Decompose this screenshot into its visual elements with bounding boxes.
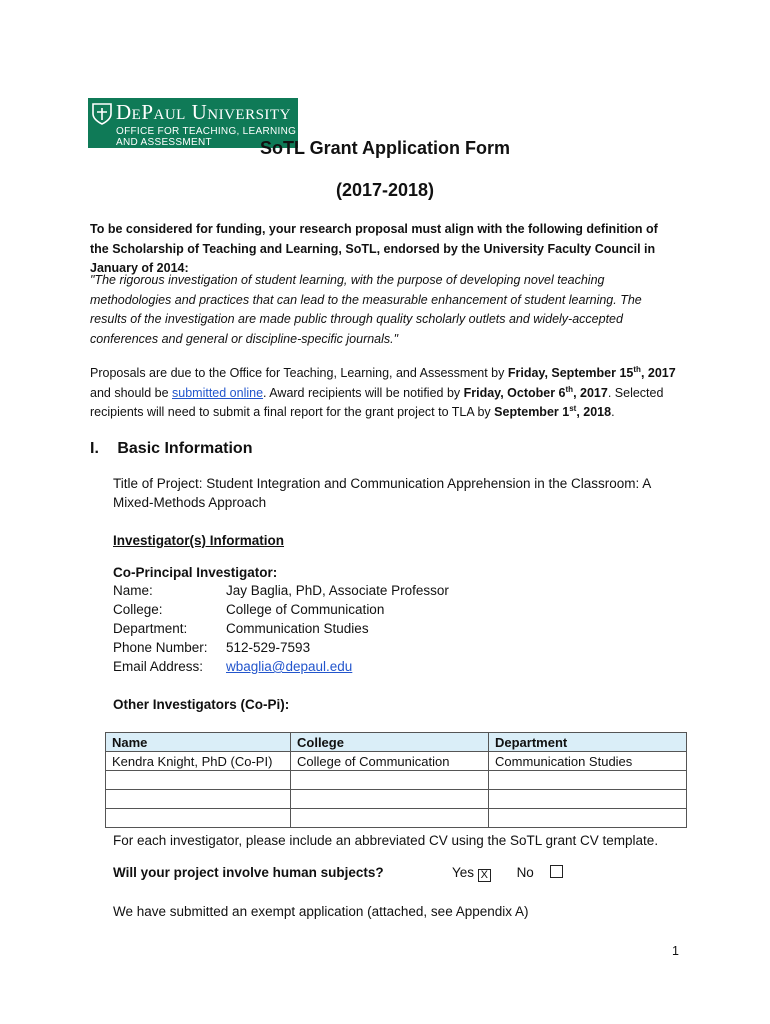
- copi-college-value: College of Communication: [226, 602, 385, 617]
- copi-phone-label: Phone Number:: [113, 640, 208, 655]
- submitted-online-link[interactable]: submitted online: [172, 385, 264, 400]
- sotl-definition-quote: "The rigorous investigation of student learning, with the purpose of developing novel teaching methodologies and practices that can lead to the measurable enhancement of student learning. The results of the investigation are made public through quality scholarly outlets and widely-accepted conferences and general or discipline-specific journals.": [90, 273, 642, 346]
- table-cell: Communication Studies: [489, 752, 687, 771]
- investigators-heading: Investigator(s) Information: [113, 533, 285, 548]
- table-row: [106, 771, 687, 790]
- page-number: 1: [672, 944, 679, 958]
- copi-email-link[interactable]: wbaglia@depaul.edu: [226, 659, 353, 674]
- table-cell: [106, 809, 291, 828]
- table-cell: [291, 809, 489, 828]
- copi-heading: Co-Principal Investigator:: [113, 565, 278, 580]
- deadline-paragraph: Proposals are due to the Office for Teaching, Learning, and Assessment by Friday, September 15th, 2017 and should be submitted online. Award recipients will be notified by Friday, October 6th, 2017. Selected recipients will need to submit a final report for the grant project to TLA by September 1st, 2018.: [90, 364, 676, 419]
- table-header-department: Department: [489, 733, 687, 752]
- table-cell: [106, 790, 291, 809]
- yes-checkbox[interactable]: X: [478, 869, 491, 882]
- table-row: [106, 809, 687, 828]
- project-title: Title of Project: Student Integration and Communication Apprehension in the Classroom: A Mixed-Methods Approach: [113, 476, 651, 510]
- intro-text: To be considered for funding, your research proposal must align with the following definition of the Scholarship of Teaching and Learning, SoTL, endorsed by the University Faculty Council in January of 2014:: [90, 222, 658, 275]
- table-header-name: Name: [106, 733, 291, 752]
- table-cell: [106, 771, 291, 790]
- table-row: [106, 752, 687, 771]
- copi-name-value: Jay Baglia, PhD, Associate Professor: [226, 583, 449, 598]
- human-subjects-options: Yes X No: [452, 863, 563, 882]
- table-cell: [489, 790, 687, 809]
- copi-name-label: Name:: [113, 583, 153, 598]
- form-year: (2017-2018): [335, 180, 435, 200]
- form-title: SoTL Grant Application Form: [259, 138, 510, 158]
- table-row: [106, 790, 687, 809]
- table-cell: [489, 809, 687, 828]
- table-cell: [291, 790, 489, 809]
- table-header-row: [106, 733, 687, 752]
- table-cell: College of Communication: [291, 752, 489, 771]
- copi-department-value: Communication Studies: [226, 621, 369, 636]
- table-cell: [489, 771, 687, 790]
- shield-icon: [91, 102, 113, 126]
- copi-college-label: College:: [113, 602, 163, 617]
- copi-email-label: Email Address:: [113, 659, 204, 674]
- section-heading: I. Basic Information: [90, 440, 253, 457]
- table-cell: [291, 771, 489, 790]
- copi-department-label: Department:: [113, 621, 188, 636]
- office-name: OFFICE FOR TEACHING, LEARNING AND ASSESSMENT: [116, 126, 297, 148]
- investigators-table: [105, 732, 687, 828]
- copi-phone-value: 512-529-7593: [226, 640, 311, 655]
- exempt-note: We have submitted an exempt application (attached, see Appendix A): [113, 904, 529, 919]
- human-subjects-question: Will your project involve human subjects?: [113, 865, 384, 880]
- no-checkbox[interactable]: [550, 865, 563, 878]
- table-cell: Kendra Knight, PhD (Co-PI): [106, 752, 291, 771]
- other-investigators-heading: Other Investigators (Co-Pi):: [113, 697, 290, 712]
- table-header-college: College: [291, 733, 489, 752]
- university-name: DePaul University: [116, 100, 291, 124]
- cv-note: For each investigator, please include an abbreviated CV using the SoTL grant CV template.: [113, 833, 659, 848]
